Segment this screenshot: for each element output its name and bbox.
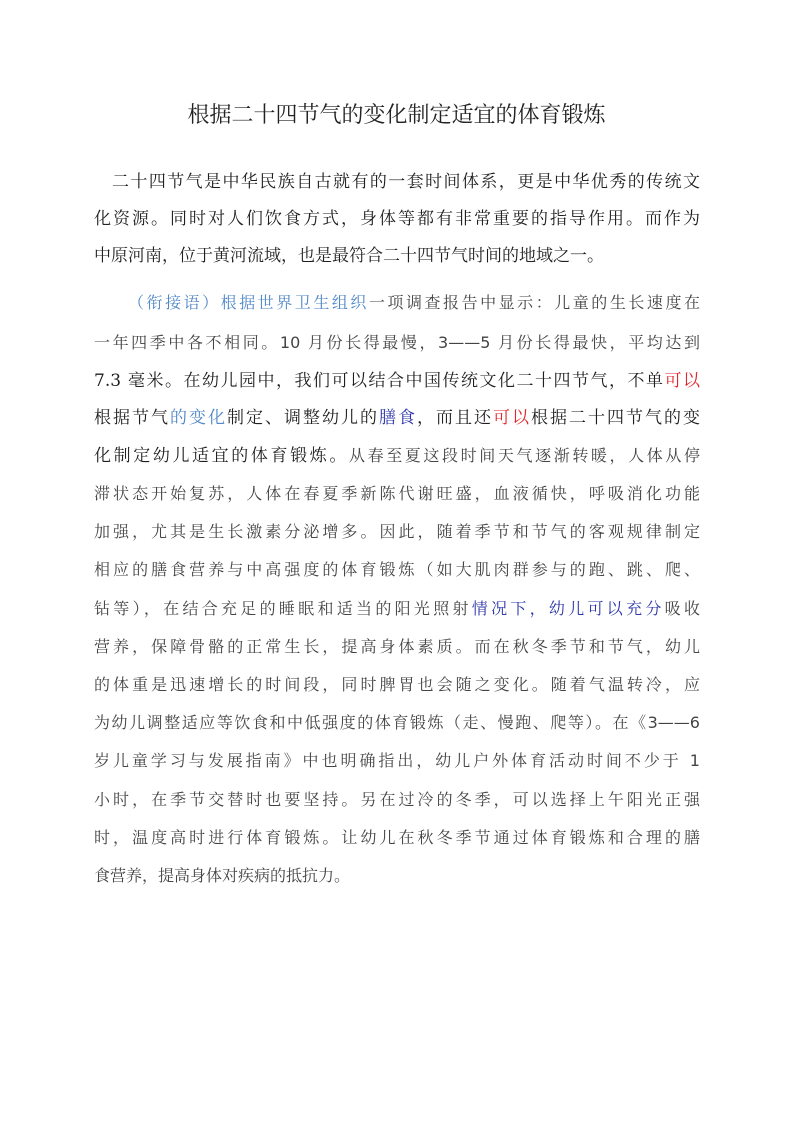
- paragraph-1-line-2: 化资源。同时对人们饮食方式，身体等都有非常重要的指导作用。而作为: [94, 209, 700, 229]
- text-run: 化制定幼儿适宜的体育锻炼。: [94, 446, 349, 466]
- paragraph-2-line-4: [94, 405, 700, 431]
- paragraph-1-line-3: 中原河南，位于黄河流域，也是最符合二十四节气时间的地域之一。: [94, 246, 604, 266]
- paragraph-2-line-8: 相应的膳食营养与中高强度的体育锻炼（如大肌肉群参与的跑、跳、爬、: [94, 560, 700, 579]
- paragraph-2-line-13: 岁儿童学习与发展指南》中也明确指出，幼儿户外体育活动时间不少于 1: [94, 751, 700, 770]
- paragraph-2-line-9: [94, 596, 700, 622]
- paragraph-2-line-2: 一年四季中各不相同。10 月份长得最慢，3——5 月份长得最快，平均达到: [94, 333, 700, 352]
- text-run: 根据节气: [94, 408, 170, 428]
- paragraph-2-line-14: 小时，在季节交替时也要坚持。另在过冷的冬季，可以选择上午阳光正强: [94, 790, 700, 809]
- text-run: 从春至夏这段时间天气逐渐转暖，人体从停: [348, 446, 700, 465]
- paragraph-2-line-3: [94, 368, 700, 394]
- paragraph-2-line-16: 食营养，提高身体对疾病的抵抗力。: [94, 866, 351, 885]
- paragraph-2-line-11: 的体重是迅速增长的时间段，同时脾胃也会随之变化。随着气温转冷，应: [94, 675, 700, 694]
- paragraph-2-line-10: 营养，保障骨骼的正常生长，提高身体素质。而在秋冬季节和节气，幼儿: [94, 637, 700, 656]
- text-run: 吸收: [664, 599, 700, 618]
- text-run: 一项调查报告中显示：儿童的生长速度在: [368, 293, 700, 312]
- paragraph-1-line-1: 二十四节气是中华民族自古就有的一套时间体系，更是中华优秀的传统文: [112, 172, 700, 192]
- paragraph-2-line-5: [94, 443, 700, 469]
- highlight-red: 可以: [664, 371, 700, 391]
- highlight-red: 可以: [493, 408, 531, 428]
- text-run: ，而且还: [417, 408, 493, 428]
- paragraph-2-line-1: [128, 290, 700, 316]
- text-run: 制定、调整幼儿的: [227, 408, 379, 428]
- text-run: 钻等），在结合充足的睡眠和适当的阳光照射: [94, 599, 472, 618]
- highlight-navy: 膳食: [379, 408, 417, 428]
- paragraph-2-line-12: 为幼儿调整适应等饮食和中低强度的体育锻炼（走、慢跑、爬等）。在《3——6: [94, 713, 700, 732]
- highlight-navy: 情况下，幼儿可以充分: [471, 599, 665, 618]
- transition-note: （衔接语）根据世界卫生组织: [128, 293, 369, 312]
- paragraph-2-line-7: 加强，尤其是生长激素分泌增多。因此，随着季节和节气的客观规律制定: [94, 522, 700, 541]
- text-run: 7.3 毫米。在幼儿园中，我们可以结合中国传统文化二十四节气，不单: [94, 371, 665, 391]
- text-run: 根据二十四节气的变: [531, 408, 700, 428]
- paragraph-2-line-6: 滞状态开始复苏，人体在春夏季新陈代谢旺盛，血液循快，呼吸消化功能: [94, 484, 700, 503]
- document-title: 根据二十四节气的变化制定适宜的体育锻炼: [187, 103, 606, 128]
- paragraph-2-line-15: 时，温度高时进行体育锻炼。让幼儿在秋冬季节通过体育锻炼和合理的膳: [94, 828, 700, 847]
- highlight-blue: 的变化: [170, 408, 227, 428]
